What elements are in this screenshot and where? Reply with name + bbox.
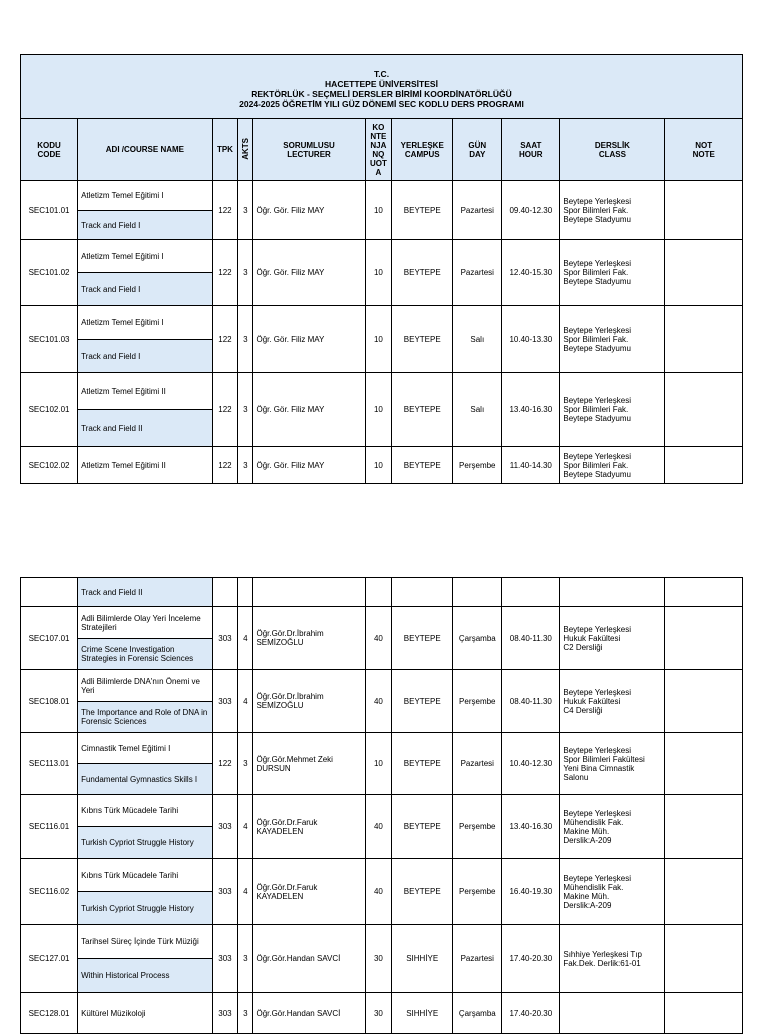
campus-value: BEYTEPE [392,181,453,240]
course-name-en: Crime Scene Investigation Strategies in Forensic Sciences [78,639,213,670]
table-row [21,859,743,892]
col-campus: YERLEŞKE CAMPUS [392,119,453,181]
col-tpk: TPK [212,119,237,181]
akts-value: 3 [238,733,253,795]
col-day: GÜN DAY [453,119,502,181]
note-value [665,795,743,859]
hour-value: 13.40-16.30 [502,795,560,859]
hour-value: 11.40-14.30 [502,447,560,484]
classroom-value: Beytepe Yerleşkesi Hukuk Fakültesi C2 Dersliği [560,607,665,670]
hour-value: 09.40-12.30 [502,181,560,240]
lecturer-name: Öğr. Gör. Filiz MAY [253,306,365,373]
day-value: Salı [453,306,502,373]
col-note: NOT NOTE [665,119,743,181]
campus-value: BEYTEPE [392,306,453,373]
lecturer-name: Öğr.Gör.Handan SAVCİ [253,925,365,993]
day-value: Pazartesi [453,733,502,795]
title-line-1: T.C. [373,68,390,79]
note-value [665,373,743,447]
course-code: SEC101.01 [21,181,78,240]
course-code: SEC108.01 [21,670,78,733]
hour-value: 13.40-16.30 [502,373,560,447]
day-value: Perşembe [453,859,502,925]
akts-value: 3 [238,925,253,993]
classroom-value [560,993,665,1034]
campus-value: BEYTEPE [392,795,453,859]
lecturer-name: Öğr. Gör. Filiz MAY [253,373,365,447]
continuation-row [21,578,743,607]
course-name-tr: Adli Bilimlerde Olay Yeri İnceleme Stratejileri [78,607,213,639]
classroom-value: Beytepe Yerleşkesi Mühendislik Fak. Makine Müh. Derslik:A-209 [560,859,665,925]
course-name-tr: Atletizm Temel Eğitimi II [78,447,213,484]
table-row [21,925,743,959]
tpk-value: 122 [212,373,237,447]
table-row [21,670,743,702]
course-name-tr: Atletizm Temel Eğitimi I [78,240,213,273]
tpk-value: 122 [212,240,237,306]
note-value [665,670,743,733]
classroom-value: Beytepe Yerleşkesi Spor Bilimleri Fak. Beytepe Stadyumu [560,447,665,484]
table-row [21,373,743,410]
title-line-4: 2024-2025 ÖĞRETİM YILI GÜZ DÖNEMİ SEC KODLU DERS PROGRAMI [239,98,524,109]
col-class: DERSLİK CLASS [560,119,665,181]
day-value: Salı [453,373,502,447]
note-value [665,993,743,1034]
quota-value: 10 [365,373,392,447]
course-name-en: Track and Field I [78,340,213,373]
lecturer-name: Öğr.Gör.Mehmet Zeki DURSUN [253,733,365,795]
campus-value: BEYTEPE [392,859,453,925]
hour-value: 08.40-11.30 [502,607,560,670]
day-value: Perşembe [453,795,502,859]
akts-value: 4 [238,859,253,925]
tpk-value: 303 [212,795,237,859]
col-quota: KO NTE NJA NQ UOT A [365,119,392,181]
course-code: SEC113.01 [21,733,78,795]
title-line-3: REKTÖRLÜK - SEÇMELİ DERSLER BİRİMİ KOORDİNATÖRLÜĞÜ [251,88,512,99]
course-name-en: Track and Field I [78,273,213,306]
classroom-value: Beytepe Yerleşkesi Hukuk Fakültesi C4 Dersliği [560,670,665,733]
akts-value: 4 [238,670,253,733]
course-code: SEC102.01 [21,373,78,447]
hour-value: 08.40-11.30 [502,670,560,733]
table-row [21,607,743,639]
lecturer-name: Öğr.Gör.Dr.Faruk KAYADELEN [253,859,365,925]
course-schedule-table-1 [20,54,743,484]
col-name: ADI /COURSE NAME [78,119,213,181]
tpk-value: 122 [212,447,237,484]
day-value: Perşembe [453,670,502,733]
campus-value: BEYTEPE [392,373,453,447]
course-code: SEC116.01 [21,795,78,859]
tpk-value: 303 [212,925,237,993]
col-code: KODU CODE [21,119,78,181]
course-name-tr: Tarihsel Süreç İçinde Türk Müziği [78,925,213,959]
table-row [21,993,743,1034]
campus-value: BEYTEPE [392,607,453,670]
course-name-tr: Cimnastik Temel Eğitimi I [78,733,213,764]
lecturer-name: Öğr. Gör. Filiz MAY [253,240,365,306]
tpk-value: 122 [212,733,237,795]
course-name-en: Track and Field II [78,410,213,447]
tpk-value: 303 [212,670,237,733]
lecturer-name: Öğr.Gör.Handan SAVCİ [253,993,365,1034]
campus-value: BEYTEPE [392,240,453,306]
course-name-en: Turkish Cypriot Struggle History [78,827,213,859]
classroom-value: Beytepe Yerleşkesi Spor Bilimleri Fak. Beytepe Stadyumu [560,306,665,373]
akts-value: 4 [238,607,253,670]
quota-value: 10 [365,447,392,484]
course-name-tr: Atletizm Temel Eğitimi I [78,181,213,211]
course-code: SEC128.01 [21,993,78,1034]
hour-value: 10.40-12.30 [502,733,560,795]
table-row [21,447,743,484]
hour-value: 10.40-13.30 [502,306,560,373]
quota-value: 10 [365,181,392,240]
quota-value: 10 [365,733,392,795]
course-name-en: Fundamental Gymnastics Skills I [78,764,213,795]
col-lecturer: SORUMLUSU LECTURER [253,119,365,181]
akts-value: 3 [238,306,253,373]
quota-value: 10 [365,240,392,306]
course-code: SEC102.02 [21,447,78,484]
column-header-row [21,119,743,181]
day-value: Pazartesi [453,240,502,306]
quota-value: 40 [365,607,392,670]
course-name-tr: Kıbrıs Türk Mücadele Tarihi [78,795,213,827]
note-value [665,181,743,240]
table-row [21,795,743,827]
table-row [21,733,743,764]
document-title [21,55,743,119]
day-value: Çarşamba [453,607,502,670]
akts-value: 3 [238,993,253,1034]
course-code: SEC116.02 [21,859,78,925]
course-name-tr: Atletizm Temel Eğitimi I [78,306,213,340]
note-value [665,733,743,795]
quota-value: 40 [365,670,392,733]
table-row [21,306,743,340]
classroom-value: Sıhhiye Yerleşkesi Tıp Fak.Dek. Derlik:61-01 [560,925,665,993]
quota-value: 40 [365,795,392,859]
akts-value: 4 [238,795,253,859]
course-name-en: Within Historical Process [78,959,213,993]
campus-value: BEYTEPE [392,670,453,733]
day-value: Pazartesi [453,925,502,993]
hour-value: 17.40-20.30 [502,925,560,993]
classroom-value: Beytepe Yerleşkesi Spor Bilimleri Fakültesi Yeni Bina Cimnastik Salonu [560,733,665,795]
lecturer-name: Öğr. Gör. Filiz MAY [253,181,365,240]
campus-value: SIHHİYE [392,993,453,1034]
classroom-value: Beytepe Yerleşkesi Mühendislik Fak. Makine Müh. Derslik:A-209 [560,795,665,859]
akts-value: 3 [238,447,253,484]
tpk-value: 122 [212,306,237,373]
tpk-value: 303 [212,859,237,925]
col-akts: AKTS [238,119,253,181]
note-value [665,306,743,373]
table-row [21,181,743,211]
note-value [665,925,743,993]
course-code: SEC127.01 [21,925,78,993]
course-name-tr: Kıbrıs Türk Mücadele Tarihi [78,859,213,892]
campus-value: BEYTEPE [392,733,453,795]
classroom-value: Beytepe Yerleşkesi Spor Bilimleri Fak. Beytepe Stadyumu [560,240,665,306]
note-value [665,607,743,670]
day-value: Perşembe [453,447,502,484]
hour-value: 17.40-20.30 [502,993,560,1034]
course-name-tr: Kültürel Müzikoloji [78,993,213,1034]
note-value [665,447,743,484]
classroom-value: Beytepe Yerleşkesi Spor Bilimleri Fak. Beytepe Stadyumu [560,373,665,447]
lecturer-name: Öğr.Gör.Dr.İbrahim SEMİZOĞLU [253,670,365,733]
campus-value: SIHHİYE [392,925,453,993]
campus-value: BEYTEPE [392,447,453,484]
quota-value: 30 [365,993,392,1034]
tpk-value: 122 [212,181,237,240]
akts-value: 3 [238,181,253,240]
lecturer-name: Öğr.Gör.Dr.Faruk KAYADELEN [253,795,365,859]
note-value [665,859,743,925]
course-code: SEC107.01 [21,607,78,670]
course-name-en: The Importance and Role of DNA in Forensic Sciences [78,702,213,733]
hour-value: 12.40-15.30 [502,240,560,306]
lecturer-name: Öğr.Gör.Dr.İbrahim SEMİZOĞLU [253,607,365,670]
course-name-en: Track and Field II [78,578,213,607]
course-code: SEC101.03 [21,306,78,373]
course-code: SEC101.02 [21,240,78,306]
tpk-value: 303 [212,993,237,1034]
day-value: Pazartesi [453,181,502,240]
note-value [665,240,743,306]
quota-value: 10 [365,306,392,373]
day-value: Çarşamba [453,993,502,1034]
course-name-en: Turkish Cypriot Struggle History [78,892,213,925]
title-line-2: HACETTEPE ÜNİVERSİTESİ [325,78,438,89]
hour-value: 16.40-19.30 [502,859,560,925]
quota-value: 40 [365,859,392,925]
akts-value: 3 [238,240,253,306]
table-row [21,240,743,273]
course-name-en: Track and Field I [78,211,213,240]
course-schedule-table-2 [20,577,743,1034]
classroom-value: Beytepe Yerleşkesi Spor Bilimleri Fak. Beytepe Stadyumu [560,181,665,240]
tpk-value: 303 [212,607,237,670]
course-name-tr: Adli Bilimlerde DNA'nın Önemi ve Yeri [78,670,213,702]
akts-value: 3 [238,373,253,447]
lecturer-name: Öğr. Gör. Filiz MAY [253,447,365,484]
quota-value: 30 [365,925,392,993]
course-name-tr: Atletizm Temel Eğitimi II [78,373,213,410]
col-hour: SAAT HOUR [502,119,560,181]
